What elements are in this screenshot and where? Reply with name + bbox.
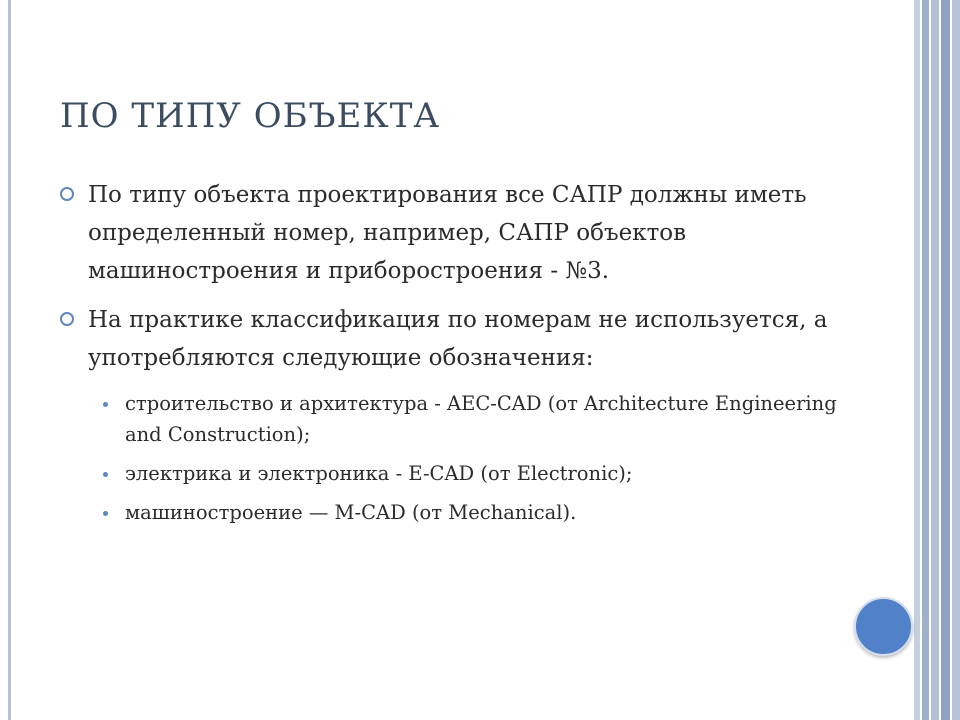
ring-bullet-icon [60, 187, 74, 201]
ring-bullet-icon [60, 312, 74, 326]
stripe-2 [922, 0, 929, 720]
dot-bullet-icon [103, 511, 108, 516]
bullet-item-2 [60, 301, 840, 377]
blue-circle-icon [854, 597, 913, 656]
sub-bullet-text: электрика и электроника - E-CAD (от Electronic); [125, 462, 633, 485]
right-stripe-decoration [914, 0, 960, 720]
sub-bullet-item-3 [60, 497, 840, 528]
bullet-text: На практике классификация по номерам не используется, а употребляются следующие обозначения: [88, 307, 828, 371]
dot-bullet-icon [103, 472, 108, 477]
slide-content [60, 176, 840, 536]
stripe-1 [914, 0, 920, 720]
left-border-line [8, 0, 11, 720]
sub-bullet-item-2 [60, 458, 840, 489]
stripe-5 [952, 0, 960, 720]
stripe-3 [931, 0, 939, 720]
sub-bullet-text: машиностроение — M-CAD (от Mechanical). [125, 501, 577, 524]
sub-bullet-text: строительство и архитектура - AEC-CAD (от Architecture Engineering and Construction); [125, 392, 837, 446]
slide-title: ПО ТИПУ ОБЪЕКТА [60, 96, 441, 136]
sub-bullet-list [60, 388, 840, 528]
dot-bullet-icon [103, 402, 108, 407]
bullet-item-1 [60, 176, 840, 290]
sub-bullet-item-1 [60, 388, 840, 450]
bullet-text: По типу объекта проектирования все САПР должны иметь определенный номер, например, САПР объектов машиностроения и приборостроения - №3. [88, 182, 807, 284]
stripe-4 [941, 0, 950, 720]
